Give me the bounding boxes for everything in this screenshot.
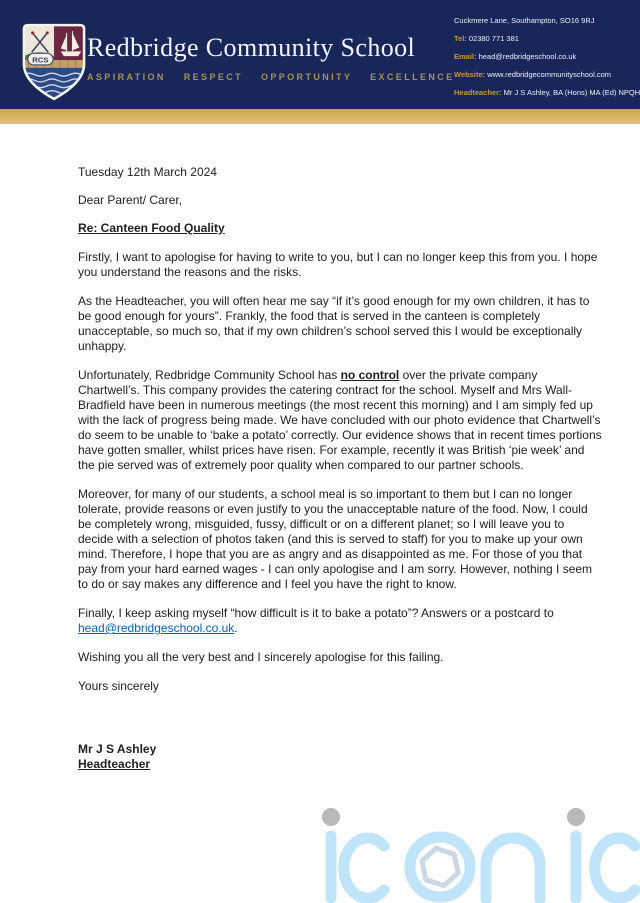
contact-line — [454, 17, 636, 25]
letter-paragraph — [78, 650, 602, 665]
contact-line — [454, 88, 640, 97]
contact-value: www.redbridgecommunityschool.com — [487, 70, 612, 79]
letter-paragraph — [78, 368, 602, 473]
paragraph-text: Unfortunately, Redbridge Community School has — [78, 368, 341, 382]
contact-label: Website: — [454, 70, 488, 79]
letter-body — [78, 165, 602, 772]
contact-block — [454, 16, 640, 107]
paragraph-text: . — [234, 621, 238, 635]
contact-label: Headteacher: — [454, 88, 504, 97]
paragraph-text: Wishing you all the very best and I sincerely apologise for this failing. — [78, 650, 444, 664]
emphasized-text: no control — [340, 368, 400, 382]
email-link[interactable]: head@redbridgeschool.co.uk — [78, 621, 235, 635]
contact-label: Email: — [454, 52, 479, 61]
contact-value: head@redbridgeschool.co.uk — [478, 52, 577, 61]
iconic-watermark — [300, 806, 640, 903]
signature-block — [78, 742, 602, 772]
contact-line — [454, 53, 636, 61]
letter-salutation: Dear Parent/ Carer, — [78, 193, 183, 207]
paragraph-text: Finally, I keep asking myself “how difficult is it to bake a potato”? Answers or a postcard to — [78, 606, 554, 620]
watermark-letter-o — [410, 837, 470, 897]
paragraph-text: Yours sincerely — [78, 679, 159, 693]
letter-paragraph — [78, 679, 602, 694]
school-crest-logo — [21, 23, 87, 101]
paragraph-text: As the Headteacher, you will often hear me say “if it’s good enough for my own children, it has to be good enough for yours”. Frankly, the food that is served in the canteen is completely unacceptable, so much so, that if my own children’s school served this I would be exceptionally unhappy. — [78, 294, 590, 353]
watermark-letter-c2 — [595, 838, 635, 898]
school-motto: ASPIRATION RESPECT OPPORTUNITY EXCELLENCE — [87, 72, 455, 82]
contact-label: Tel: — [454, 34, 469, 43]
paragraph-text: over the private company Chartwell’s. This company provides the catering contract for the school. Myself and Mrs Wall-Bradfield have been in numerous meetings (the most recent this morning) and I am simply fed up with the lack of progress being made. We have concluded with our photo evidence that Chartwell’s do seem to be unable to ‘bake a potato’ correctly. Our evidence shows that in recent times portions have gotten smaller, whilst prices have risen. For example, recently it was British ‘pie week’ and the pie served was of extremely poor quality when compared to our partner schools. — [78, 368, 602, 472]
letter-paragraphs — [78, 250, 602, 694]
letter-subject: Re: Canteen Food Quality — [78, 221, 225, 235]
signature-role: Headteacher — [78, 757, 151, 771]
contact-value: Mr J S Ashley, BA (Hons) MA (Ed) NPQH — [503, 88, 640, 97]
letter-paragraph — [78, 606, 602, 636]
contact-value: 02380 771 381 — [468, 34, 519, 43]
gold-stripe — [0, 109, 640, 124]
letter-paragraph — [78, 487, 602, 592]
watermark-hexagon-icon — [417, 845, 463, 888]
watermark-i-dots — [322, 808, 585, 826]
title-block — [87, 33, 455, 82]
watermark-letter-n — [486, 838, 540, 899]
crest-rcs-text: RCS — [32, 55, 49, 65]
letter-paragraph — [78, 250, 602, 280]
watermark-letter-c1 — [344, 838, 384, 898]
contact-line — [454, 35, 636, 43]
school-name: Redbridge Community School — [87, 33, 416, 62]
contact-value: Cuckmere Lane, Southampton, SO16 9RJ — [454, 16, 595, 25]
letter-date: Tuesday 12th March 2024 — [78, 165, 217, 179]
contact-line — [454, 71, 636, 79]
letter-paragraph — [78, 294, 602, 354]
signature-name: Mr J S Ashley — [78, 742, 157, 756]
paragraph-text: Firstly, I want to apologise for having to write to you, but I can no longer keep this from you. I hope you understand the reasons and the risks. — [78, 250, 598, 279]
paragraph-text: Moreover, for many of our students, a school meal is so important to them but I can no longer tolerate, provide reasons or even justify to you the unacceptable nature of the food. Now, I could be completely wrong, misguided, fussy, difficult or on a different planet; so I will leave you to decide with a selection of photos taken (and this is served to staff) for you to make up your own mind. Therefore, I hope that you are as angry and as disappointed as me. For those of you that pay from your hard earned wages - I can only apologise and I am sorry. However, nothing I seem to do or say makes any difference and I feel you have the right to know. — [78, 487, 593, 591]
letterhead — [0, 0, 640, 109]
